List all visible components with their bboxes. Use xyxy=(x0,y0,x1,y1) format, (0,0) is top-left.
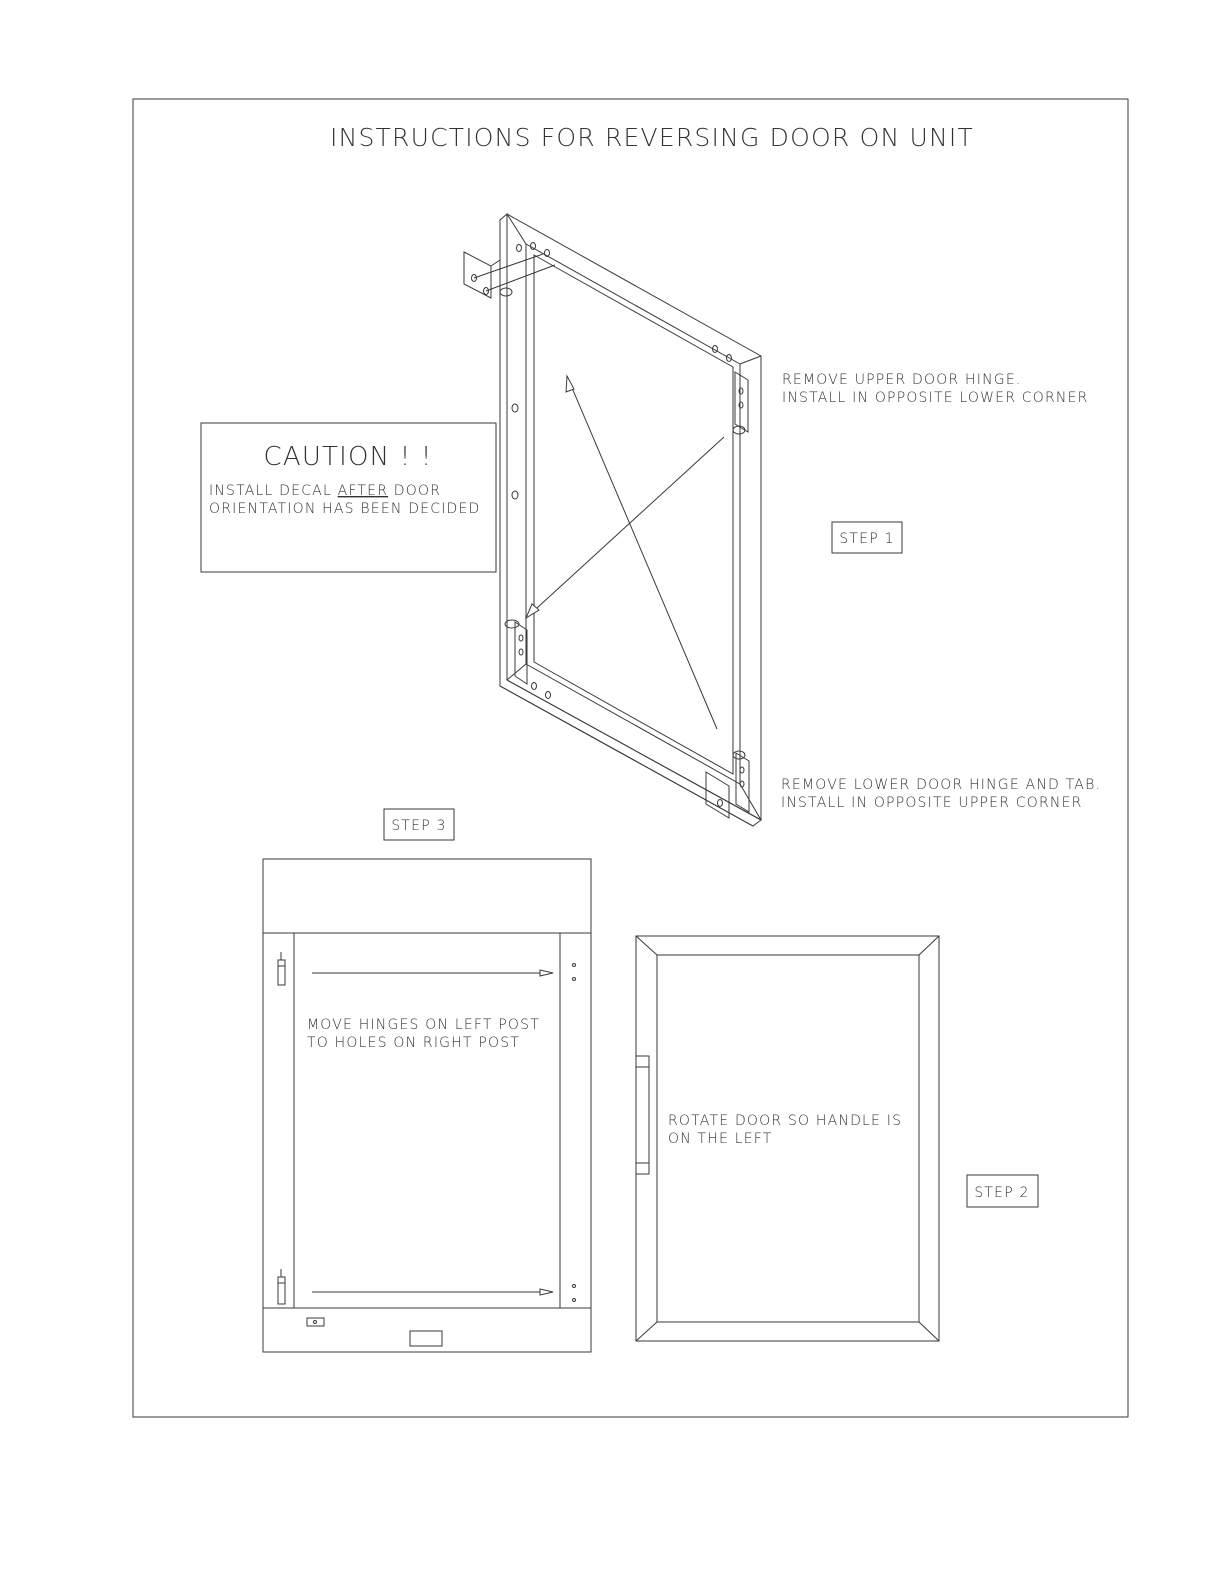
arrow-upper-to-lower xyxy=(526,437,724,618)
step2-note-line-1: ROTATE DOOR SO HANDLE IS xyxy=(668,1113,903,1129)
caution-line-1: INSTALL DECAL AFTER DOOR xyxy=(209,483,442,499)
door-inner-frame xyxy=(526,244,740,784)
step1-label xyxy=(832,522,902,553)
step1-isometric-door xyxy=(464,214,761,826)
step2-label xyxy=(967,1175,1038,1207)
step3-lower-hinge xyxy=(278,1277,285,1304)
step1-lower-note-line-1: REMOVE LOWER DOOR HINGE AND TAB. xyxy=(781,777,1102,793)
caution-box xyxy=(201,423,496,572)
step1-upper-note-line-2: INSTALL IN OPPOSITE LOWER CORNER xyxy=(782,390,1089,406)
door-handle xyxy=(636,1056,649,1174)
caution-heading: CAUTION ! ! xyxy=(263,442,433,472)
step3-cabinet-front xyxy=(263,859,591,1352)
step2-door-front xyxy=(636,936,939,1341)
svg-text:STEP 1: STEP 1 xyxy=(839,531,895,547)
door-depth xyxy=(500,214,761,826)
bottom-slot xyxy=(410,1331,442,1346)
step3-note-line-1: MOVE HINGES ON LEFT POST xyxy=(307,1017,540,1033)
step2-note-line-2: ON THE LEFT xyxy=(668,1131,773,1147)
svg-text:STEP 3: STEP 3 xyxy=(391,818,447,834)
lower-left-hinge xyxy=(515,622,527,684)
caution-line-2: ORIENTATION HAS BEEN DECIDED xyxy=(209,501,481,517)
step1-upper-note-line-1: REMOVE UPPER DOOR HINGE. xyxy=(782,372,1022,388)
step3-label xyxy=(384,809,454,840)
step1-lower-note-line-2: INSTALL IN OPPOSITE UPPER CORNER xyxy=(781,795,1083,811)
step3-note-line-2: TO HOLES ON RIGHT POST xyxy=(307,1035,521,1051)
bottom-tab xyxy=(307,1318,324,1326)
svg-text:STEP 2: STEP 2 xyxy=(974,1185,1030,1201)
page-title: INSTRUCTIONS FOR REVERSING DOOR ON UNIT xyxy=(330,123,974,152)
arrow-lower-to-upper xyxy=(567,376,717,729)
step3-upper-hinge xyxy=(278,960,285,985)
caution-emphasis: AFTER xyxy=(337,483,389,499)
